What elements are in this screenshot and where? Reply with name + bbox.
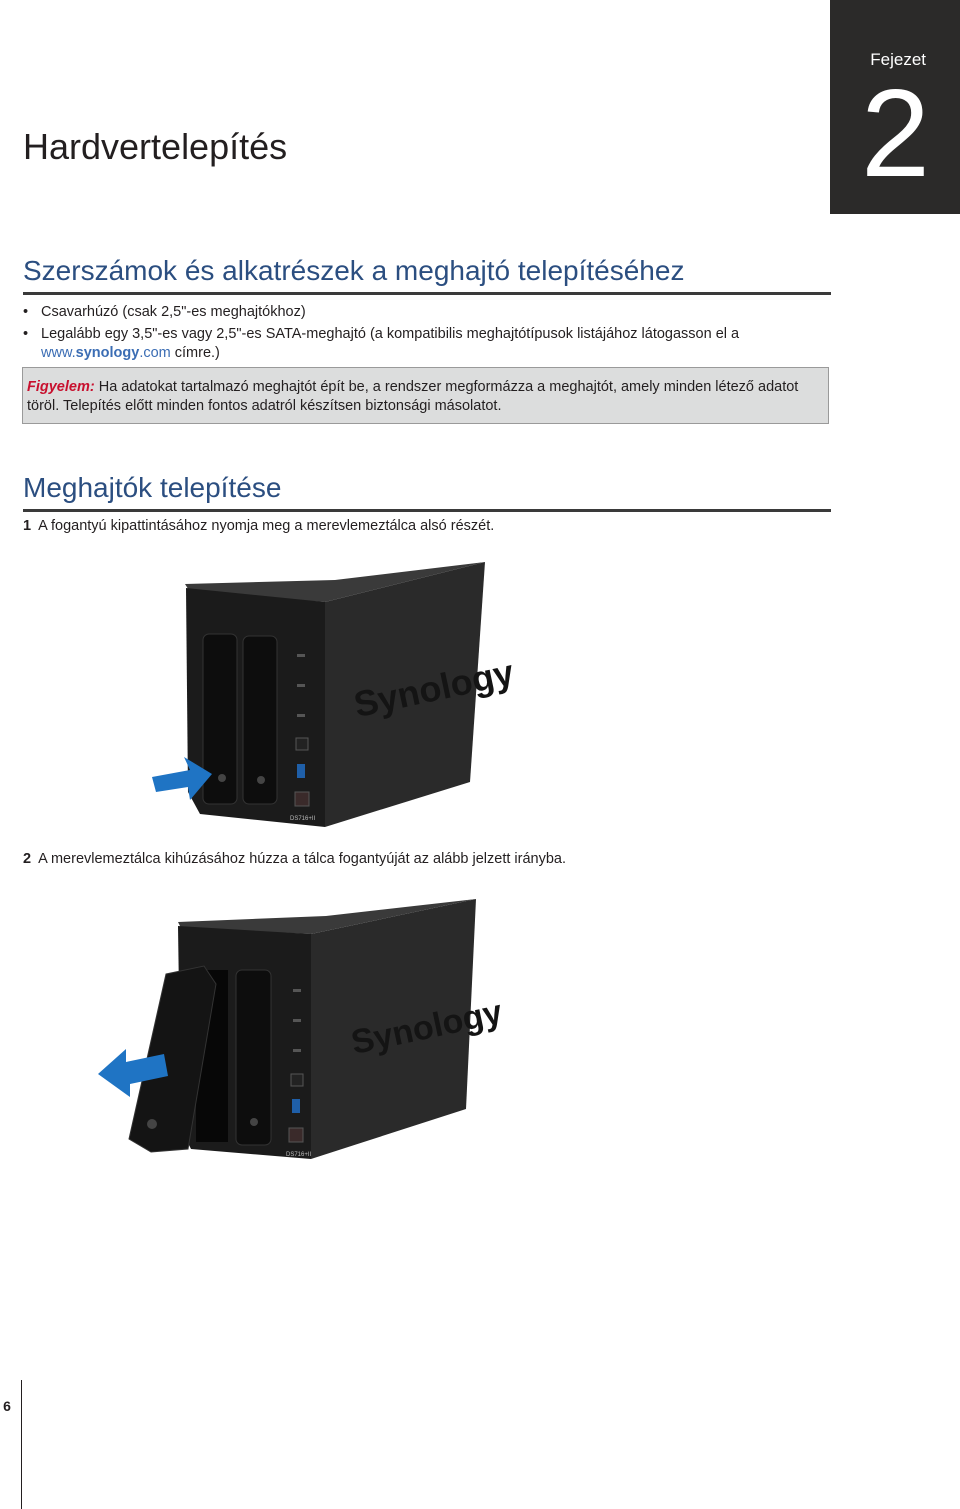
status-led [297, 654, 305, 657]
bullet-icon: • [23, 326, 29, 342]
list-item-text-suffix: címre.) [174, 345, 220, 361]
warning-note [22, 367, 829, 424]
copy-button-icon [291, 1074, 303, 1086]
usb-port-icon [297, 764, 305, 778]
power-button-icon [289, 1128, 303, 1142]
figure-press-tray-illustration [150, 552, 518, 832]
step-1 [23, 518, 494, 534]
power-button-icon [295, 792, 309, 806]
model-label: DS716+II [286, 1152, 312, 1158]
list-item-text: Legalább egy 3,5"-es vagy 2,5"-es SATA-meghajtó (a kompatibilis meghajtótípusok listájához látogasson el a [41, 326, 740, 342]
tray-2-lock-icon [257, 776, 265, 784]
lan2-led [297, 714, 305, 717]
step-text: A fogantyú kipattintásához nyomja meg a merevlemeztálca alsó részét. [38, 518, 495, 534]
page-number: 6 [3, 1398, 11, 1414]
list-item [23, 325, 813, 363]
status-led [293, 989, 301, 992]
step-number: 1 [23, 518, 32, 534]
figure-pull-tray-illustration [96, 894, 506, 1164]
lan1-led [297, 684, 305, 687]
model-label: DS716+II [290, 816, 316, 822]
chapter-tab [830, 0, 960, 214]
warning-label: Figyelem: [27, 379, 95, 395]
list-item [23, 303, 813, 322]
chapter-number: 2 [861, 65, 930, 203]
copy-button-icon [296, 738, 308, 750]
tray-1-lock-icon [147, 1119, 157, 1129]
tray-1-lock-icon [218, 774, 226, 782]
step-2 [23, 851, 566, 867]
brand-logo: Synology [350, 651, 518, 726]
page-number-divider [21, 1380, 22, 1509]
link-part: synology [75, 345, 140, 361]
chapter-label: Fejezet [870, 50, 926, 69]
page-title: Hardvertelepítés [23, 126, 288, 167]
usb-port-icon [292, 1099, 300, 1113]
bullet-icon: • [23, 304, 29, 320]
step-text: A merevlemeztálca kihúzásához húzza a tálca fogantyúját az alább jelzett irányba. [38, 851, 567, 867]
link-part: .com [139, 345, 171, 361]
tools-list [23, 303, 813, 366]
lan2-led [293, 1049, 301, 1052]
step-number: 2 [23, 851, 32, 867]
section-divider [23, 509, 831, 512]
link-part: www. [41, 345, 76, 361]
section-heading-install: Meghajtók telepítése [23, 472, 282, 503]
brand-logo: Synology [347, 993, 506, 1063]
lan1-led [293, 1019, 301, 1022]
section-divider [23, 292, 831, 295]
section-heading-tools: Szerszámok és alkatrészek a meghajtó telepítéséhez [23, 255, 685, 286]
warning-text: Ha adatokat tartalmazó meghajtót épít be, a rendszer megformázza a meghajtót, amely minden létező adatot töröl. Telepítés előtt minden fontos adatról készítsen biztonsági másolatot. [27, 379, 799, 414]
list-item-text: Csavarhúzó (csak 2,5"-es meghajtókhoz) [41, 304, 306, 320]
tray-2-lock-icon [250, 1118, 258, 1126]
synology-link[interactable] [41, 345, 171, 361]
